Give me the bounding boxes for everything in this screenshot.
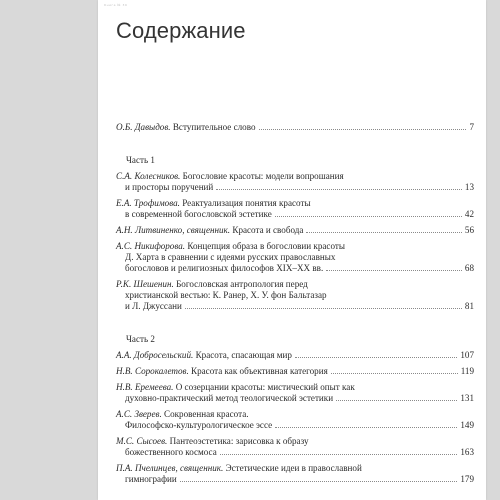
toc-entry-line — [116, 198, 465, 209]
toc-author: С.А. Колесников. — [116, 171, 181, 181]
toc-page-number: 13 — [464, 182, 474, 192]
toc-entry-text — [116, 279, 465, 312]
toc-entry-line-text — [116, 366, 328, 377]
toc-entry-line-text — [125, 420, 272, 431]
toc-author: Е.А. Трофимова. — [116, 198, 180, 208]
toc-title-text: Д. Харта в сравнении с идеями русских православных — [125, 252, 336, 262]
toc-entry — [116, 382, 474, 404]
toc-entry-line — [116, 279, 465, 290]
toc-entry-line — [116, 447, 460, 458]
toc-entry-line-text — [116, 198, 311, 208]
toc-entry-line — [116, 122, 469, 133]
toc-entry-line — [116, 382, 460, 393]
toc-title-text: Вступительное слово — [172, 122, 256, 132]
toc-entry-line-text — [116, 436, 309, 446]
toc-entry-line-text — [116, 241, 345, 251]
toc-author: М.С. Сысоев. — [116, 436, 168, 446]
toc-title-text: О созерцании красоты: мистический опыт как — [175, 382, 355, 392]
toc-entry — [116, 198, 474, 220]
dot-leader — [185, 308, 462, 309]
dot-leader — [306, 232, 461, 233]
toc-entry-line — [116, 366, 461, 377]
toc-entry-line-text — [116, 279, 308, 289]
toc-entry-line-text — [125, 209, 272, 220]
toc-title-text: христианской вестью: К. Ранер, Х. У. фон Бальтазар — [125, 290, 327, 300]
toc-page-number: 68 — [464, 263, 474, 273]
toc-title-text: Красота и свобода — [232, 225, 304, 235]
toc-entry-text — [116, 463, 460, 485]
toc-entry — [116, 171, 474, 193]
toc-entry-line — [116, 420, 460, 431]
section-heading: Часть 2 — [126, 334, 155, 344]
toc-page-number: 131 — [460, 393, 474, 403]
toc-author: А.С. Никифорова. — [116, 241, 186, 251]
toc-title-text: Концепция образа в богословии красоты — [187, 241, 345, 251]
toc-entry — [116, 279, 474, 312]
toc-title-text: Богословие красоты: модели вопрошания — [182, 171, 344, 181]
toc-author: Н.В. Еремеева. — [116, 382, 174, 392]
table-of-contents — [116, 122, 474, 485]
toc-entry-text — [116, 225, 465, 236]
toc-entry-line — [116, 252, 465, 263]
toc-page-number: 7 — [469, 122, 474, 132]
toc-entry-line — [116, 393, 460, 404]
toc-entry-line — [116, 463, 460, 474]
dot-leader — [336, 400, 457, 401]
toc-entry — [116, 241, 474, 274]
toc-entry-line — [116, 436, 460, 447]
toc-entry — [116, 122, 474, 133]
dot-leader — [331, 373, 458, 374]
toc-entry-line-text — [125, 252, 335, 262]
dot-leader — [259, 129, 467, 130]
toc-entry-line-text — [116, 463, 362, 473]
toc-title-text: гимнографии — [125, 474, 177, 484]
toc-entry-line-text — [125, 474, 177, 485]
toc-entry-line-text — [125, 263, 323, 274]
toc-entry-line — [116, 171, 465, 182]
toc-title-text: Реактуализация понятия красоты — [182, 198, 311, 208]
toc-entry-line — [116, 290, 465, 301]
toc-entry — [116, 225, 474, 236]
toc-entry — [116, 463, 474, 485]
toc-author: А.А. Добросельский. — [116, 350, 194, 360]
toc-entry-text — [116, 382, 460, 404]
toc-title-text: богословов и религиозных философов XIX–XX вв. — [125, 263, 324, 273]
toc-title-text: Красота как объективная категория — [191, 366, 328, 376]
toc-page-number: 179 — [460, 474, 474, 484]
toc-title-text: Красота, спасающая мир — [195, 350, 292, 360]
dot-leader — [216, 189, 462, 190]
dot-leader — [275, 216, 462, 217]
toc-entry-text — [116, 122, 469, 133]
toc-title-text: Пантеоэстетика: зарисовка к образу — [169, 436, 309, 446]
toc-title-text: Богословская антропология перед — [176, 279, 308, 289]
toc-entry-line-text — [116, 409, 249, 419]
toc-entry-line — [116, 182, 465, 193]
toc-page-number: 107 — [460, 350, 474, 360]
dot-leader — [326, 270, 462, 271]
toc-entry-line — [116, 301, 465, 312]
toc-page-number: 81 — [464, 301, 474, 311]
toc-entry-text — [116, 171, 465, 193]
toc-page-number: 42 — [464, 209, 474, 219]
toc-entry-line — [116, 263, 465, 274]
toc-title-text: Философско-культурологическое эссе — [125, 420, 273, 430]
toc-page-number: 149 — [460, 420, 474, 430]
toc-entry-line — [116, 241, 465, 252]
toc-title-text: Эстетические идеи в православной — [225, 463, 362, 473]
toc-author: Р.К. Шешенин. — [116, 279, 174, 289]
running-head: Книга № 39 — [104, 3, 128, 7]
toc-title-text: в современной богословской эстетике — [125, 209, 272, 219]
toc-entry-line-text — [116, 382, 355, 392]
toc-entry-line-text — [125, 301, 182, 312]
toc-entry-line-text — [125, 393, 333, 404]
toc-entry-text — [116, 350, 460, 361]
dot-leader — [295, 357, 457, 358]
page-title: Содержание — [116, 18, 246, 43]
section-heading: Часть 1 — [126, 155, 155, 165]
toc-entry-line — [116, 409, 460, 420]
toc-entry-line — [116, 474, 460, 485]
toc-entry-text — [116, 409, 460, 431]
toc-entry — [116, 350, 474, 361]
toc-entry-line — [116, 209, 465, 220]
toc-title-text: божественного космоса — [125, 447, 217, 457]
toc-author: Н.В. Сорокалетов. — [116, 366, 189, 376]
toc-entry-line-text — [125, 290, 327, 300]
toc-author: А.С. Зверев. — [116, 409, 162, 419]
toc-author: П.А. Пчелинцев, священник. — [116, 463, 224, 473]
toc-entry-text — [116, 436, 460, 458]
toc-entry-line-text — [116, 171, 344, 181]
dot-leader — [275, 427, 457, 428]
book-page — [98, 0, 486, 500]
toc-author: А.Н. Литвиненко, священник. — [116, 225, 231, 235]
toc-entry-line-text — [125, 182, 213, 193]
toc-entry-line-text — [116, 225, 303, 236]
toc-title-text: Сокровенная красота. — [164, 409, 249, 419]
toc-author: О.Б. Давыдов. — [116, 122, 171, 132]
toc-page-number: 119 — [460, 366, 474, 376]
toc-entry-text — [116, 198, 465, 220]
toc-page-number: 163 — [460, 447, 474, 457]
toc-entry — [116, 409, 474, 431]
dot-leader — [220, 454, 458, 455]
toc-page-number: 56 — [464, 225, 474, 235]
toc-title-text: и Л. Джуссани — [125, 301, 182, 311]
toc-entry-line-text — [116, 350, 292, 361]
toc-entry-text — [116, 366, 461, 377]
toc-entry-text — [116, 241, 465, 274]
toc-entry — [116, 366, 474, 377]
toc-entry-line — [116, 225, 465, 236]
dot-leader — [180, 481, 458, 482]
toc-title-text: духовно-практический метод теологической эстетики — [125, 393, 334, 403]
toc-entry-line-text — [125, 447, 217, 458]
toc-entry-line-text — [116, 122, 256, 133]
toc-entry — [116, 436, 474, 458]
toc-title-text: и просторы поручений — [125, 182, 214, 192]
toc-entry-line — [116, 350, 460, 361]
